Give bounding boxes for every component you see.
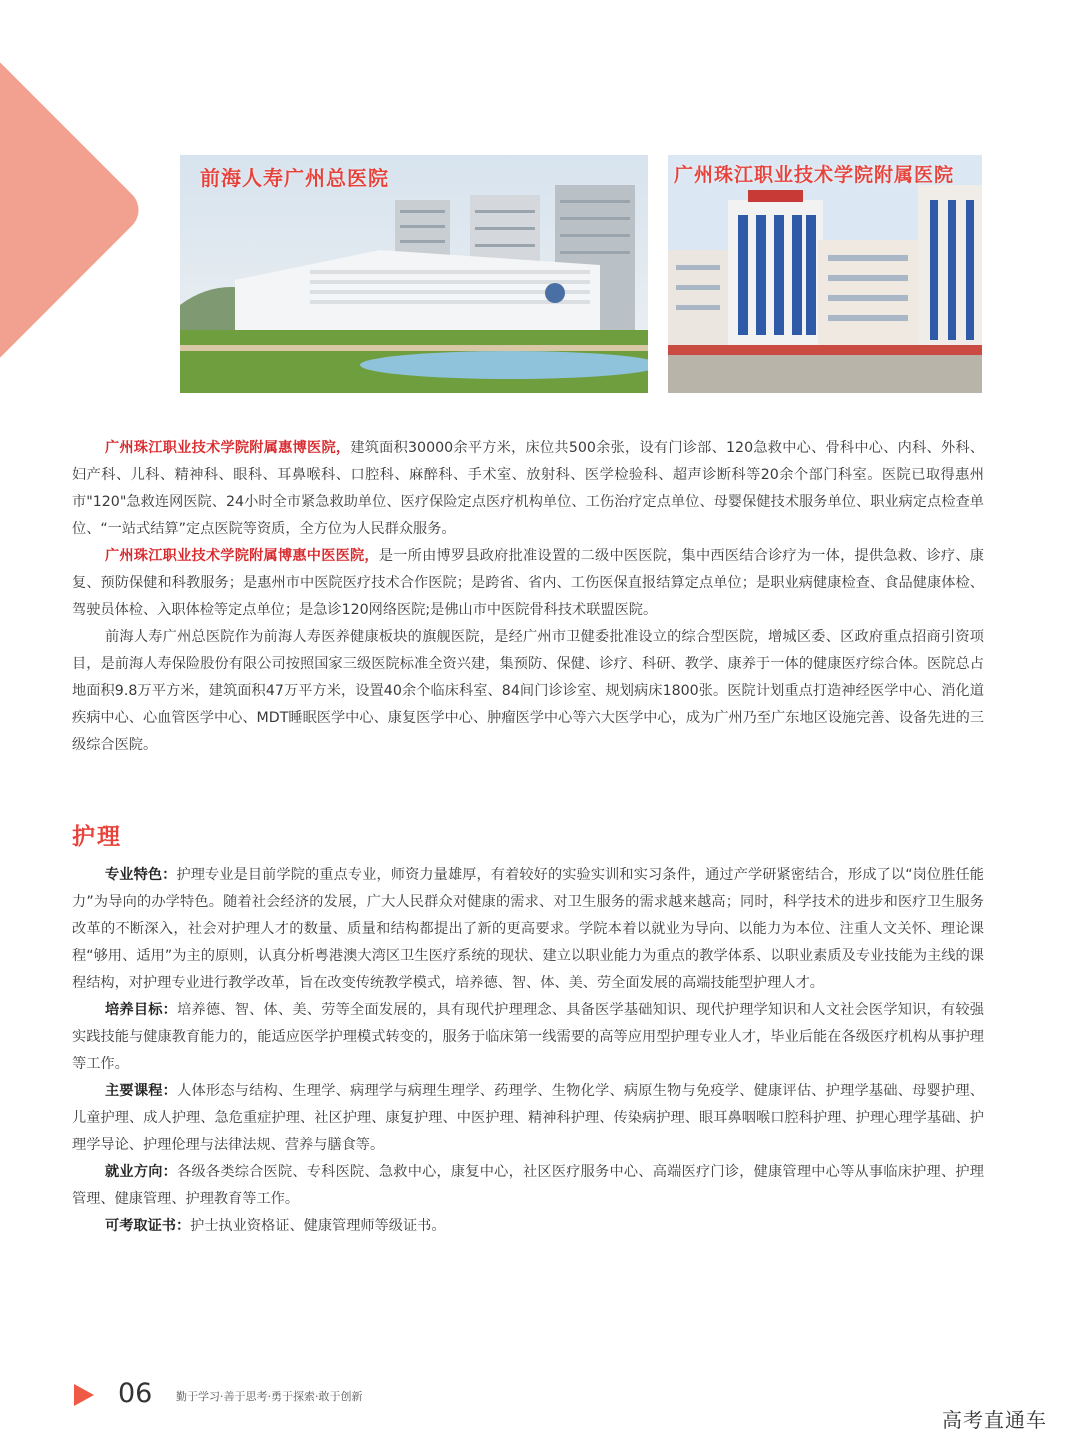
item-text: 护士执业资格证、健康管理师等级证书。 [190,1218,446,1234]
nursing-item [72,1078,984,1159]
nursing-item [72,862,984,997]
item-label: 培养目标： [105,1002,178,1018]
nursing-item [72,1213,984,1240]
paragraph-text: 前海人寿广州总医院作为前海人寿医养健康板块的旗舰医院，是经广州市卫健委批准设立的综合型医院，增城区委、区政府重点招商引资项目，是前海人寿保险股份有限公司按照国家三级医院标准全资兴建，集预防、保健、诊疗、科研、教学、康养于一体的健康医疗综合体。医院总占地面积9.8万平方米，建筑面积47万平方米，设置40余个临床科室、84间门诊诊室、规划病床1800张。医院计划重点打造神经医学中心、消化道疾病中心、心血管医学中心、MDT睡眠医学中心、康复医学中心、肿瘤医学中心等六大医学中心，成为广州乃至广东地区设施完善、设备先进的三级综合医院。 [72,629,984,753]
hospital-photo-qianhai [180,155,648,393]
highlighted-hospital-name: 广州珠江职业技术学院附属惠博医院， [105,440,351,456]
page-number: 06 [118,1378,153,1409]
paragraph-text: 是一所由博罗县政府批准设置的二级中医医院，集中西医结合诊疗为一体，提供急救、诊疗、康复、预防保健和科教服务；是惠州市中医院医疗技术合作医院；是跨省、省内、工伤医保直报结算定点单位；是职业病健康检查、食品健康体检、驾驶员体检、入职体检等定点单位；是急诊120网络医院;是佛山市中医院骨科技术联盟医院。 [72,548,984,618]
item-label: 专业特色： [105,867,177,883]
item-text: 护理专业是目前学院的重点专业，师资力量雄厚，有着较好的实验实训和实习条件，通过产学研紧密结合，形成了以“岗位胜任能力”为导向的办学特色。随着社会经济的发展，广大人民群众对健康的需求、对卫生服务的需求越来越高；同时，科学技术的进步和医疗卫生服务改革的不断深入，社会对护理人才的数量、质量和结构都提出了新的更高要求。学院本着以就业为导向、以能力为本位、注重人文关怀、理论课程“够用、适用”为主的原则，认真分析粤港澳大湾区卫生医疗系统的现状、建立以职业能力为重点的教学体系、以职业素质及专业技能为主线的课程结构，对护理专业进行教学改革，旨在改变传统教学模式，培养德、智、体、美、劳全面发展的高端技能型护理人才。 [72,867,984,991]
nursing-item [72,997,984,1078]
watermark: 高考直通车 [942,1408,1047,1432]
page-marker-icon [74,1384,94,1406]
decorative-corner-shape [0,47,148,372]
hospital-photo-affiliated [668,155,982,393]
hospital-paragraph [72,435,984,543]
hospital-paragraph [72,624,984,759]
footer-motto: 勤于学习·善于思考·勇于探索·敢于创新 [176,1390,363,1403]
item-text: 各级各类综合医院、专科医院、急救中心，康复中心，社区医疗服务中心、高端医疗门诊，健康管理中心等从事临床护理、护理管理、健康管理、护理教育等工作。 [72,1164,984,1207]
photo-caption: 广州珠江职业技术学院附属医院 [674,164,955,186]
paragraph-text: 建筑面积30000余平方米，床位共500余张，设有门诊部、120急救中心、骨科中心、内科、外科、妇产科、儿科、精神科、眼科、耳鼻喉科、口腔科、麻醉科、手术室、放射科、医学检验科、超声诊断科等20余个部门科室。医院已取得惠州市"120"急救连网医院、24小时全市紧急救助单位、医疗保险定点医疗机构单位、工伤治疗定点单位、母婴保健技术服务单位、职业病定点检查单位、“一站式结算”定点医院等资质，全方位为人民群众服务。 [72,440,984,537]
nursing-item [72,1159,984,1213]
nursing-details [72,862,984,1240]
hospital-paragraph [72,543,984,624]
section-title-nursing: 护理 [72,824,122,850]
item-label: 就业方向： [105,1164,178,1180]
hospital-intro [72,435,984,759]
highlighted-hospital-name: 广州珠江职业技术学院附属博惠中医医院， [105,548,379,564]
item-text: 人体形态与结构、生理学、病理学与病理生理学、药理学、生物化学、病原生物与免疫学、健康评估、护理学基础、母婴护理、儿童护理、成人护理、急危重症护理、社区护理、康复护理、中医护理、精神科护理、传染病护理、眼耳鼻咽喉口腔科护理、护理心理学基础、护理学导论、护理伦理与法律法规、营养与膳食等。 [72,1083,984,1153]
item-label: 可考取证书： [105,1218,191,1234]
item-label: 主要课程： [105,1083,178,1099]
photo-caption: 前海人寿广州总医院 [200,166,389,190]
item-text: 培养德、智、体、美、劳等全面发展的，具有现代护理理念、具备医学基础知识、现代护理学知识和人文社会医学知识，有较强实践技能与健康教育能力的，能适应医学护理模式转变的，服务于临床第一线需要的高等应用型护理专业人才，毕业后能在各级医疗机构从事护理等工作。 [72,1002,984,1072]
